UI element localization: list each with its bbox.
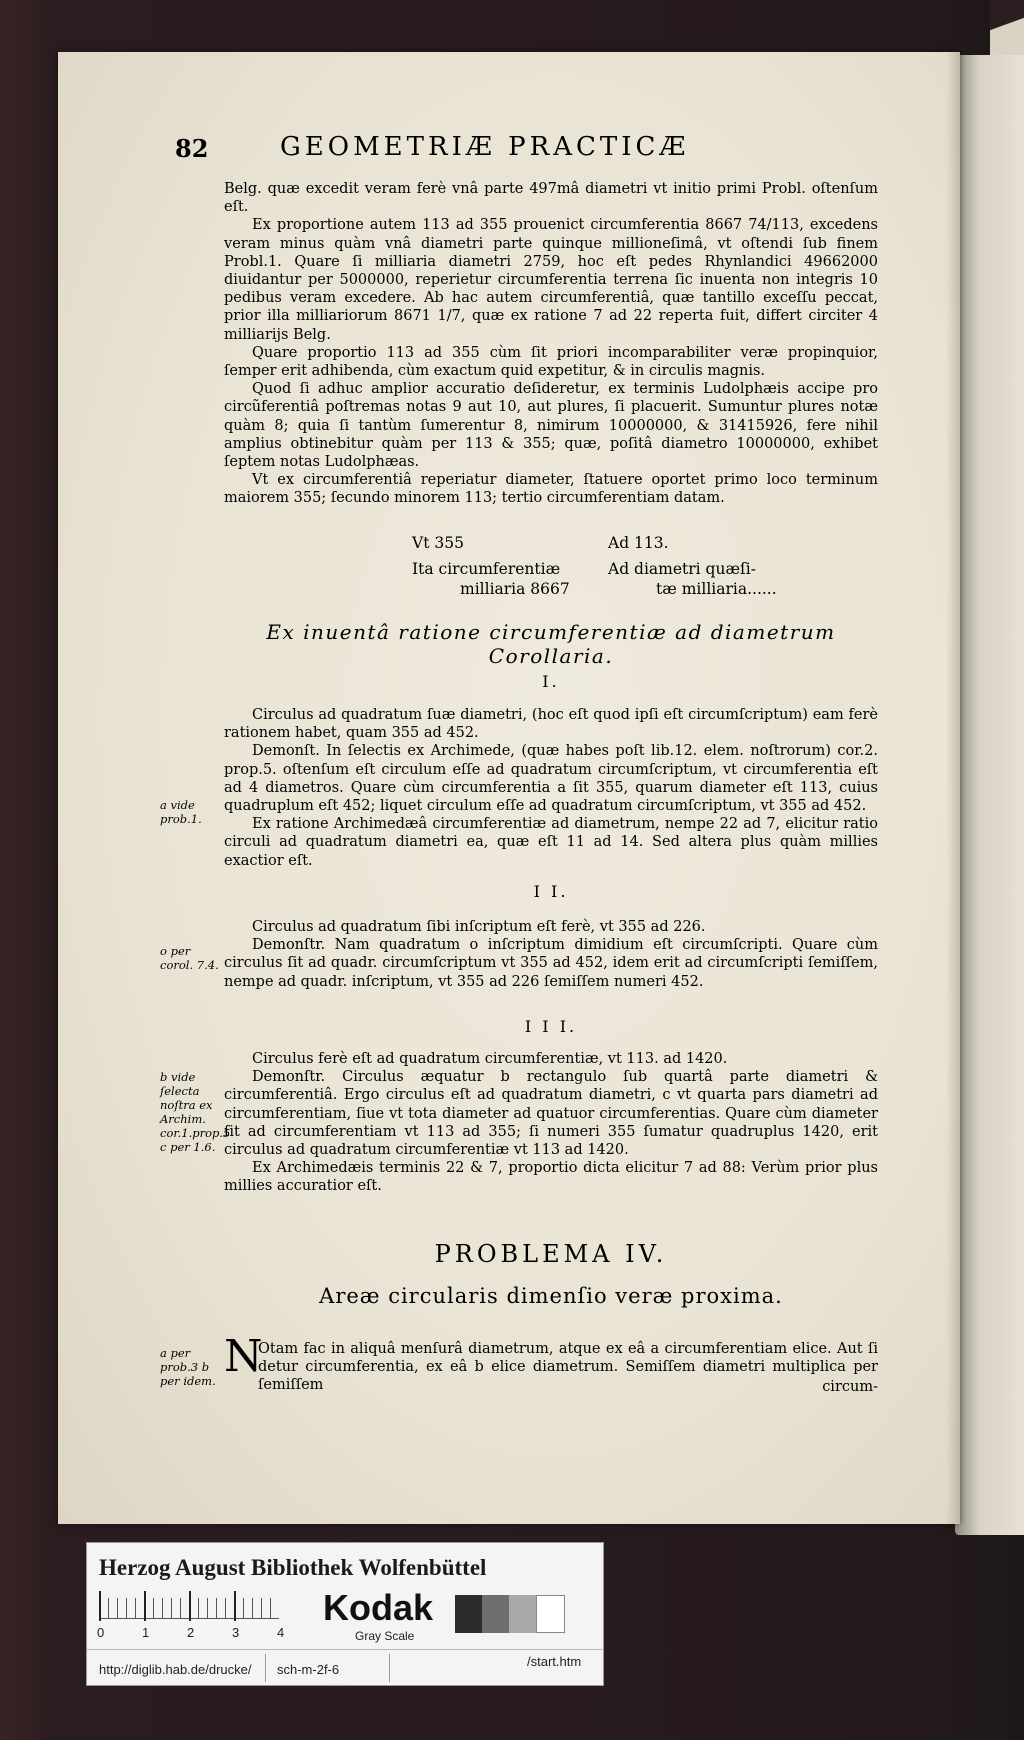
paragraph: Demonſt. In ſelectis ex Archimede, (quæ habes poſt lib.12. elem. noſtrorum) cor.2. prop.5. oſtenſum eſt circulum eſſe ad quadratum circumſcriptum, vt circumferentia eſt ad 4 diametros. Quare cùm circumferentia a ſit 355, quarum diameter eſt 113, cuius quadruplum eſt 452; liquet circulum eſſe ad quadratum circumſcriptum, vt 355 ad 452. (224, 743, 878, 815)
table-cell: Ad 113. (608, 534, 669, 552)
margin-note: o per corol. 7.4. (160, 944, 219, 972)
table-cell: milliaria 8667 (460, 580, 570, 598)
library-name: Herzog August Bibliothek Wolfenbüttel (99, 1555, 487, 1580)
catchword: circum- (822, 1379, 878, 1395)
card-footer (87, 1649, 603, 1686)
paragraph: Otam fac in aliquâ menſurâ diametrum, atque ex eâ a circumferentiam elice. Aut ſi detur circumferentia, ex eâ b elice diametrum. Semiſſem diametri multiplica per ſemiſſem (258, 1341, 878, 1394)
section-3-text (224, 1050, 878, 1196)
divider (389, 1654, 390, 1682)
drop-cap: N (224, 1331, 263, 1382)
ruler-number: 1 (142, 1625, 150, 1640)
section-numeral: I. (542, 672, 560, 691)
paragraph: Demonſtr. Nam quadratum o inſcriptum dimidium eſt circumſcripti. Quare cùm circulus ſit ad quadr. circumſcriptum vt 355 ad 452, idem erit ad circumſcripti ſemiſſem, nempe ad quadr. inſcriptum, vt 355 ad 226 ſemiſſem numeri 452. (224, 937, 878, 990)
paragraph: Demonſtr. Circulus æquatur b rectangulo ſub quartâ parte diametri & circumferentiâ. Ergo circulus eſt ad quadratum diametri, c vt quarta pars diametri ad circumferentiam, ſiue vt tota diameter ad quatuor circumferentias. Quare cùm diameter ſit ad circumferentiam vt 113 ad 355; ſi numeri 355 ſumatur quadruplus 1420, erit circulus ad quadratum circumferentiæ vt 113 ad 1420. (224, 1069, 878, 1159)
paragraph: Ex Archimedæis terminis 22 & 7, proportio dicta elicitur 7 ad 88: Verùm prior plus millies accuratior eſt. (224, 1160, 878, 1195)
table-cell: Ita circumferentiæ (412, 560, 561, 578)
top-text-block (224, 180, 878, 508)
next-page-corner (990, 0, 1024, 60)
page-edge-shadow (946, 52, 960, 1524)
card-start-path: /start.htm (527, 1654, 582, 1669)
gray-scale-swatches (455, 1595, 565, 1633)
problem-subtitle: Areæ circularis dimenſio veræ proxima. (319, 1284, 783, 1308)
gray-swatch (536, 1595, 565, 1633)
paragraph: Quod ſi adhuc amplior accuratio deſideretur, ex terminis Ludolphæis accipe pro circũferentiâ poſtremas notas 9 aut 10, aut plures, ſi placuerit. Sumuntur plures notæ quàm 8; quia ſi tantùm ſumerentur 8, nimirum 10000000, & 31415926, fere nihil amplius obtinebitur quàm per 113 & 355; quæ, poſitâ diametro 10000000, exhibet ſeptem notas Ludolphæas. (224, 381, 878, 471)
page-number: 82 (175, 134, 209, 163)
paragraph: Ex proportione autem 113 ad 355 prouenict circumferentia 8667 74/113, excedens veram minus quàm vnâ diametri parte quinque millioneſimâ, vt oſtendi ſub finem Probl.1. Quare ſi milliaria diametri 2759, hoc eſt pedes Rhynlandici 49662000 diuidantur per 5000000, reperietur circumferentia terrena ſic inuenta non integris 10 pedibus veram excedere. Ab hac autem circumferentiâ, quæ tantillo exceſſu peccat, prior illa milliariorum 8671 1/7, quæ ex ratione 7 ad 22 reperta fuit, differt circiter 4 milliarijs Belg. (224, 217, 878, 343)
section-numeral: I I I. (524, 1017, 578, 1036)
paragraph: Circulus ferè eſt ad quadratum circumferentiæ, vt 113. ad 1420. (252, 1051, 728, 1067)
card-signature: sch-m-2f-6 (277, 1662, 340, 1677)
kodak-logo: Kodak (323, 1587, 434, 1628)
divider (265, 1654, 266, 1682)
table-cell: tæ milliaria...... (656, 580, 777, 598)
margin-note: b vide ſelecta noſtra ex Archim. cor.1.prop.5 c per 1.6. (160, 1070, 231, 1154)
paragraph: Quare proportio 113 ad 355 cùm ſit priori incomparabiliter veræ propinquior, ſemper erit adhibenda, cùm exactum quid expetitur, & in circulis magnis. (224, 344, 878, 380)
card-url: http://diglib.hab.de/drucke/ (99, 1662, 252, 1677)
margin-note: a per prob.3 b per idem. (160, 1346, 216, 1388)
section-1-text (224, 706, 878, 870)
paragraph: Circulus ad quadratum ſuæ diametri, (hoc eſt quod ipſi eſt circumſcriptum) eam ferè rationem habet, quam 355 ad 452. (224, 707, 878, 742)
corollary-title: Ex inuentâ ratione circumferentiæ ad diametrum Corollaria. (266, 620, 836, 668)
ruler-number: 0 (97, 1625, 105, 1640)
ruler-number: 2 (187, 1625, 195, 1640)
problem-title: PROBLEMA IV. (434, 1240, 668, 1268)
ruler-number: 4 (277, 1625, 285, 1640)
gray-swatch (482, 1595, 509, 1633)
gray-swatch (509, 1595, 536, 1633)
paragraph: Belg. quæ excedit veram ferè vnâ parte 497mâ diametri vt initio primi Probl. oſtenſum eſt. (224, 181, 878, 216)
section-numeral: I I. (533, 882, 569, 901)
page-header (175, 132, 795, 168)
gray-swatch (455, 1595, 482, 1633)
paragraph: Ex ratione Archimedæâ circumferentiæ ad diametrum, nempe 22 ad 7, elicitur ratio circuli ad quadratum diametri ea, quæ eſt 11 ad 14. Sed altera plus quàm millies exactior eſt. (224, 816, 878, 869)
next-page-edge (955, 55, 1024, 1535)
section-2-text (224, 918, 878, 991)
ruler-number: 3 (232, 1625, 240, 1640)
paragraph: Circulus ad quadratum ſibi inſcriptum eſt ferè, vt 355 ad 226. (252, 919, 706, 935)
margin-note: a vide prob.1. (160, 798, 202, 826)
running-title: GEOMETRIÆ PRACTICÆ (280, 132, 690, 162)
table-cell: Vt 355 (412, 534, 464, 552)
paragraph: Vt ex circumferentiâ reperiatur diameter, ſtatuere oportet primo loco terminum maiorem 355; ſecundo minorem 113; tertio circumferentiam datam. (224, 472, 878, 507)
table-cell: Ad diametri quæſi- (608, 560, 756, 578)
gray-scale-label: Gray Scale (355, 1629, 415, 1643)
ruler-major-ticks (99, 1591, 279, 1621)
library-color-card (86, 1542, 604, 1686)
